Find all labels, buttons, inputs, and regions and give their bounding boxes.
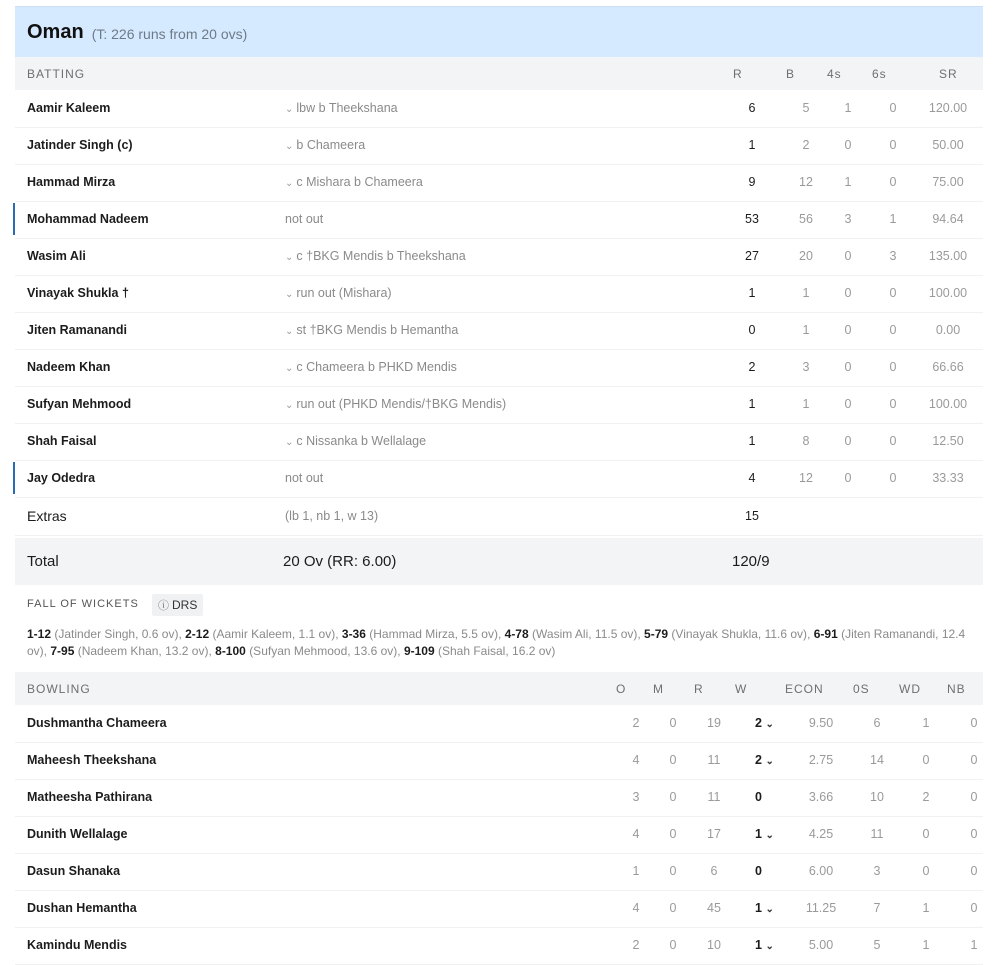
extras-value: 15 xyxy=(745,509,759,523)
batter-r: 1 xyxy=(748,397,756,411)
bowler-nb: 0 xyxy=(970,790,978,804)
col-o: O xyxy=(616,682,627,696)
bowler-name[interactable]: Maheesh Theekshana xyxy=(27,753,157,767)
bowling-row[interactable] xyxy=(15,853,983,891)
bowler-m: 0 xyxy=(669,716,677,730)
bowler-wd: 1 xyxy=(922,716,930,730)
bowler-econ: 4.25 xyxy=(808,827,834,841)
batting-row[interactable] xyxy=(15,349,983,387)
batter-sixes: 0 xyxy=(889,175,897,189)
extras-detail: (lb 1, nb 1, w 13) xyxy=(285,509,379,523)
bowler-wd: 1 xyxy=(922,938,930,952)
fow-score: 3-36 xyxy=(341,627,366,641)
bowler-name[interactable]: Dushan Hemantha xyxy=(27,901,137,915)
chevron-down-icon: ⌄ xyxy=(285,326,294,337)
bowler-econ: 6.00 xyxy=(808,864,834,878)
batter-sixes: 0 xyxy=(889,471,897,485)
team-name: Oman xyxy=(27,21,84,43)
fow-detail: (Jatinder Singh, 0.6 ov) xyxy=(54,627,179,641)
dismissal xyxy=(285,212,323,226)
bowler-wickets xyxy=(755,864,762,878)
fow-detail: (Shah Faisal, 16.2 ov) xyxy=(437,644,556,658)
wickets-value: 1 xyxy=(755,938,762,952)
bowling-label: BOWLING xyxy=(27,682,91,696)
bowler-econ: 5.00 xyxy=(808,938,834,952)
bowler-nb: 0 xyxy=(970,864,978,878)
bowler-r: 17 xyxy=(707,827,721,841)
bowler-m: 0 xyxy=(669,790,677,804)
batter-sixes: 0 xyxy=(889,138,897,152)
fow-score: 9-109 xyxy=(403,644,435,658)
batter-sixes: 0 xyxy=(889,360,897,374)
bowler-dots: 14 xyxy=(870,753,884,767)
fow-detail: (Hammad Mirza, 5.5 ov) xyxy=(369,627,498,641)
batting-row[interactable] xyxy=(15,423,983,461)
dismissal-text: not out xyxy=(285,471,324,485)
batter-sr: 94.64 xyxy=(932,212,964,226)
dismissal-text: lbw b Theekshana xyxy=(296,101,398,115)
dismissal-text: not out xyxy=(285,212,324,226)
batter-sr: 120.00 xyxy=(928,101,968,115)
fow-score: 1-12 xyxy=(27,627,52,641)
batter-b: 8 xyxy=(802,434,810,448)
fow-detail: (Aamir Kaleem, 1.1 ov) xyxy=(212,627,336,641)
batter-sr: 0.00 xyxy=(935,323,961,337)
bowler-econ: 2.75 xyxy=(808,753,834,767)
fow-score: 6-91 xyxy=(813,627,838,641)
dismissal-text: c †BKG Mendis b Theekshana xyxy=(296,249,466,263)
batting-column-header xyxy=(15,57,983,90)
bowler-r: 11 xyxy=(707,753,721,767)
bowler-o: 1 xyxy=(632,864,640,878)
batter-fours: 0 xyxy=(844,360,852,374)
bowler-r: 45 xyxy=(707,901,721,915)
wickets-value: 2 xyxy=(755,716,762,730)
bowler-m: 0 xyxy=(669,901,677,915)
batter-sixes: 0 xyxy=(889,101,897,115)
bowler-m: 0 xyxy=(669,864,677,878)
bowler-m: 0 xyxy=(669,753,677,767)
chevron-down-icon: ⌄ xyxy=(285,437,294,448)
bowler-wickets[interactable] xyxy=(755,716,777,730)
innings-header[interactable] xyxy=(15,6,983,58)
batter-sr: 75.00 xyxy=(932,175,964,189)
bowling-row[interactable] xyxy=(15,779,983,817)
fow-detail: (Sufyan Mehmood, 13.6 ov) xyxy=(249,644,398,658)
extras-row xyxy=(15,498,983,536)
col-nb: NB xyxy=(947,682,966,696)
col-sr: SR xyxy=(939,67,958,81)
batter-sr: 50.00 xyxy=(932,138,964,152)
dismissal-text: run out (PHKD Mendis/†BKG Mendis) xyxy=(296,397,507,411)
batter-name[interactable]: Jatinder Singh (c) xyxy=(27,138,133,152)
bowler-r: 11 xyxy=(707,790,721,804)
drs-label: DRS xyxy=(172,598,198,612)
batting-label: BATTING xyxy=(27,67,86,81)
bowler-r: 19 xyxy=(707,716,721,730)
batter-name[interactable]: Jay Odedra xyxy=(27,471,96,485)
chevron-down-icon: ⌄ xyxy=(765,904,774,915)
batter-sixes: 3 xyxy=(889,249,897,263)
bowler-econ: 3.66 xyxy=(808,790,834,804)
wickets-value: 2 xyxy=(755,753,762,767)
dismissal-text: run out (Mishara) xyxy=(296,286,392,300)
bowler-wd: 0 xyxy=(922,864,930,878)
fow-score: 5-79 xyxy=(644,627,669,641)
dismissal[interactable] xyxy=(285,286,392,300)
dismissal[interactable] xyxy=(285,360,457,374)
col-r: R xyxy=(733,67,743,81)
batter-sr: 100.00 xyxy=(928,397,968,411)
bowler-o: 2 xyxy=(632,938,640,952)
bowler-nb: 0 xyxy=(970,901,978,915)
bowler-wickets[interactable] xyxy=(755,938,777,952)
fow-detail: (Nadeem Khan, 13.2 ov) xyxy=(77,644,209,658)
chevron-down-icon: ⌄ xyxy=(765,830,774,841)
dismissal[interactable] xyxy=(285,249,466,263)
extras-label: Extras xyxy=(27,508,67,524)
batter-fours: 3 xyxy=(844,212,852,226)
bowler-econ: 11.25 xyxy=(805,901,837,915)
batter-sixes: 0 xyxy=(889,434,897,448)
bowler-r: 6 xyxy=(710,864,718,878)
wickets-value: 0 xyxy=(755,864,762,878)
total-overs: 20 Ov (RR: 6.00) xyxy=(283,553,397,570)
dismissal xyxy=(285,471,323,485)
batting-row[interactable] xyxy=(15,386,983,424)
batting-row[interactable] xyxy=(15,238,983,276)
col-b: B xyxy=(786,67,796,81)
bowler-r: 10 xyxy=(707,938,721,952)
drs-button[interactable] xyxy=(152,594,203,616)
info-icon: ⓘ xyxy=(158,600,169,612)
bowler-wd: 1 xyxy=(922,901,930,915)
chevron-down-icon: ⌄ xyxy=(285,252,294,263)
batter-sixes: 1 xyxy=(889,212,897,226)
batter-b: 2 xyxy=(802,138,810,152)
batter-r: 27 xyxy=(745,249,759,263)
dismissal-text: b Chameera xyxy=(296,138,366,152)
batter-fours: 0 xyxy=(844,138,852,152)
batter-b: 20 xyxy=(799,249,813,263)
chevron-down-icon: ⌄ xyxy=(285,400,294,411)
bowler-dots: 7 xyxy=(873,901,881,915)
batter-sr: 100.00 xyxy=(928,286,968,300)
total-row xyxy=(15,538,983,585)
not-out-marker xyxy=(13,462,15,494)
bowler-name[interactable]: Kamindu Mendis xyxy=(27,938,128,952)
batter-b: 56 xyxy=(799,212,813,226)
batter-fours: 0 xyxy=(844,249,852,263)
col-r-bowling: R xyxy=(694,682,704,696)
batter-sr: 135.00 xyxy=(928,249,968,263)
bowler-nb: 1 xyxy=(970,938,978,952)
not-out-marker xyxy=(13,203,15,235)
total-label: Total xyxy=(27,553,59,570)
bowler-dots: 3 xyxy=(873,864,881,878)
fow-score: 2-12 xyxy=(185,627,210,641)
chevron-down-icon: ⌄ xyxy=(285,104,294,115)
bowling-column-header xyxy=(15,672,983,705)
bowler-o: 3 xyxy=(632,790,640,804)
bowler-name[interactable]: Matheesha Pathirana xyxy=(27,790,153,804)
batter-b: 5 xyxy=(802,101,810,115)
bowler-o: 4 xyxy=(632,753,640,767)
dismissal[interactable] xyxy=(285,175,423,189)
batter-r: 1 xyxy=(748,138,756,152)
bowler-name[interactable]: Dunith Wellalage xyxy=(27,827,128,841)
bowling-row[interactable] xyxy=(15,927,983,965)
bowler-m: 0 xyxy=(669,827,677,841)
bowler-wickets[interactable] xyxy=(755,901,777,915)
bowler-o: 4 xyxy=(632,901,640,915)
batter-r: 9 xyxy=(748,175,756,189)
batter-sixes: 0 xyxy=(889,323,897,337)
bowling-row[interactable] xyxy=(15,705,983,743)
batter-r: 0 xyxy=(748,323,756,337)
dismissal-text: st †BKG Mendis b Hemantha xyxy=(296,323,459,337)
batting-row[interactable] xyxy=(15,312,983,350)
fow-score: 8-100 xyxy=(215,644,246,658)
dismissal-text: c Mishara b Chameera xyxy=(296,175,423,189)
batting-row[interactable] xyxy=(15,201,983,239)
col-m: M xyxy=(653,682,664,696)
dismissal-text: c Chameera b PHKD Mendis xyxy=(296,360,457,374)
batter-name[interactable]: Vinayak Shukla † xyxy=(27,286,129,300)
batter-sr: 66.66 xyxy=(932,360,964,374)
chevron-down-icon: ⌄ xyxy=(285,363,294,374)
dismissal[interactable] xyxy=(285,434,426,448)
dismissal[interactable] xyxy=(285,323,458,337)
bowler-name[interactable]: Dushmantha Chameera xyxy=(27,716,167,730)
bowling-row[interactable] xyxy=(15,890,983,928)
batter-sr: 33.33 xyxy=(932,471,964,485)
batting-row[interactable] xyxy=(15,164,983,202)
wickets-value: 1 xyxy=(755,827,762,841)
bowler-wickets xyxy=(755,790,762,804)
col-w: W xyxy=(735,682,748,696)
batter-fours: 0 xyxy=(844,286,852,300)
fow-score: 7-95 xyxy=(50,644,75,658)
bowler-dots: 11 xyxy=(870,827,884,841)
batter-name[interactable]: Aamir Kaleem xyxy=(27,101,111,115)
batter-name[interactable]: Mohammad Nadeem xyxy=(27,212,149,226)
bowler-o: 4 xyxy=(632,827,640,841)
chevron-down-icon: ⌄ xyxy=(765,941,774,952)
total-score: 120/9 xyxy=(732,553,770,570)
batter-fours: 1 xyxy=(844,101,852,115)
chevron-down-icon: ⌄ xyxy=(765,756,774,767)
bowler-dots: 5 xyxy=(873,938,881,952)
batter-b: 1 xyxy=(802,323,810,337)
bowler-nb: 0 xyxy=(970,716,978,730)
batter-fours: 1 xyxy=(844,175,852,189)
target-text: (T: 226 runs from 20 ovs) xyxy=(91,26,248,42)
bowler-o: 2 xyxy=(632,716,640,730)
bowler-econ: 9.50 xyxy=(808,716,834,730)
batter-sixes: 0 xyxy=(889,397,897,411)
batter-name[interactable]: Nadeem Khan xyxy=(27,360,111,374)
batter-sr: 12.50 xyxy=(932,434,964,448)
bowling-row[interactable] xyxy=(15,742,983,780)
batting-row[interactable] xyxy=(15,460,983,498)
batter-r: 2 xyxy=(748,360,756,374)
fow-detail: (Wasim Ali, 11.5 ov) xyxy=(532,627,638,641)
batter-b: 1 xyxy=(802,286,810,300)
batter-sixes: 0 xyxy=(889,286,897,300)
batter-b: 3 xyxy=(802,360,810,374)
col-6s: 6s xyxy=(872,67,887,81)
batter-b: 12 xyxy=(799,471,813,485)
dismissal[interactable] xyxy=(285,101,398,115)
bowler-wickets[interactable] xyxy=(755,753,777,767)
bowler-nb: 0 xyxy=(970,827,978,841)
batter-name[interactable]: Hammad Mirza xyxy=(27,175,116,189)
bowler-wickets[interactable] xyxy=(755,827,777,841)
dismissal[interactable] xyxy=(285,397,506,411)
wickets-value: 1 xyxy=(755,901,762,915)
fall-of-wickets-title: FALL OF WICKETS xyxy=(27,598,139,610)
batter-fours: 0 xyxy=(844,323,852,337)
batting-row[interactable] xyxy=(15,127,983,165)
chevron-down-icon: ⌄ xyxy=(285,141,294,152)
col-0s: 0S xyxy=(853,682,870,696)
bowler-wd: 0 xyxy=(922,827,930,841)
batting-row[interactable] xyxy=(15,275,983,313)
batter-r: 6 xyxy=(748,101,756,115)
batter-r: 1 xyxy=(748,434,756,448)
batter-b: 1 xyxy=(802,397,810,411)
bowler-name[interactable]: Dasun Shanaka xyxy=(27,864,121,878)
batter-name[interactable]: Sufyan Mehmood xyxy=(27,397,132,411)
col-4s: 4s xyxy=(827,67,842,81)
fow-detail: (Jiten Ramanandi, 12.4 ov) xyxy=(27,627,966,658)
bowling-row[interactable] xyxy=(15,816,983,854)
batter-fours: 0 xyxy=(844,397,852,411)
col-wd: WD xyxy=(899,682,921,696)
dismissal-text: c Nissanka b Wellalage xyxy=(296,434,427,448)
batter-name[interactable]: Shah Faisal xyxy=(27,434,97,448)
batter-fours: 0 xyxy=(844,434,852,448)
batter-name[interactable]: Wasim Ali xyxy=(27,249,86,263)
batter-r: 1 xyxy=(748,286,756,300)
chevron-down-icon: ⌄ xyxy=(285,178,294,189)
fow-detail: (Vinayak Shukla, 11.6 ov) xyxy=(671,627,808,641)
bowler-dots: 10 xyxy=(870,790,884,804)
bowler-wd: 0 xyxy=(922,753,930,767)
fow-score: 4-78 xyxy=(504,627,529,641)
col-econ: ECON xyxy=(785,682,824,696)
bowler-dots: 6 xyxy=(873,716,881,730)
batter-name[interactable]: Jiten Ramanandi xyxy=(27,323,128,337)
batter-fours: 0 xyxy=(844,471,852,485)
fall-of-wickets-list: 1-12 (Jatinder Singh, 0.6 ov), 2-12 (Aamir Kaleem, 1.1 ov), 3-36 (Hammad Mirza, 5.5 ov), 4-78 (Wasim Ali, 11.5 ov), 5-79 (Vinayak Shukla, 11.6 ov), 6-91 (Jiten Ramanandi, 12.4 ov), 7-95 (Nadeem Khan, 13.2 ov), 8-100 (Sufyan Mehmood, 13.6 ov), 9-109 (Shah Faisal, 16.2 ov) xyxy=(27,627,966,658)
dismissal[interactable] xyxy=(285,138,365,152)
wickets-value: 0 xyxy=(755,790,762,804)
bowler-m: 0 xyxy=(669,938,677,952)
batter-r: 4 xyxy=(748,471,756,485)
chevron-down-icon: ⌄ xyxy=(765,719,774,730)
bowler-nb: 0 xyxy=(970,753,978,767)
bowler-wd: 2 xyxy=(922,790,930,804)
batting-row[interactable] xyxy=(15,90,983,128)
batter-r: 53 xyxy=(745,212,759,226)
batter-b: 12 xyxy=(799,175,813,189)
chevron-down-icon: ⌄ xyxy=(285,289,294,300)
